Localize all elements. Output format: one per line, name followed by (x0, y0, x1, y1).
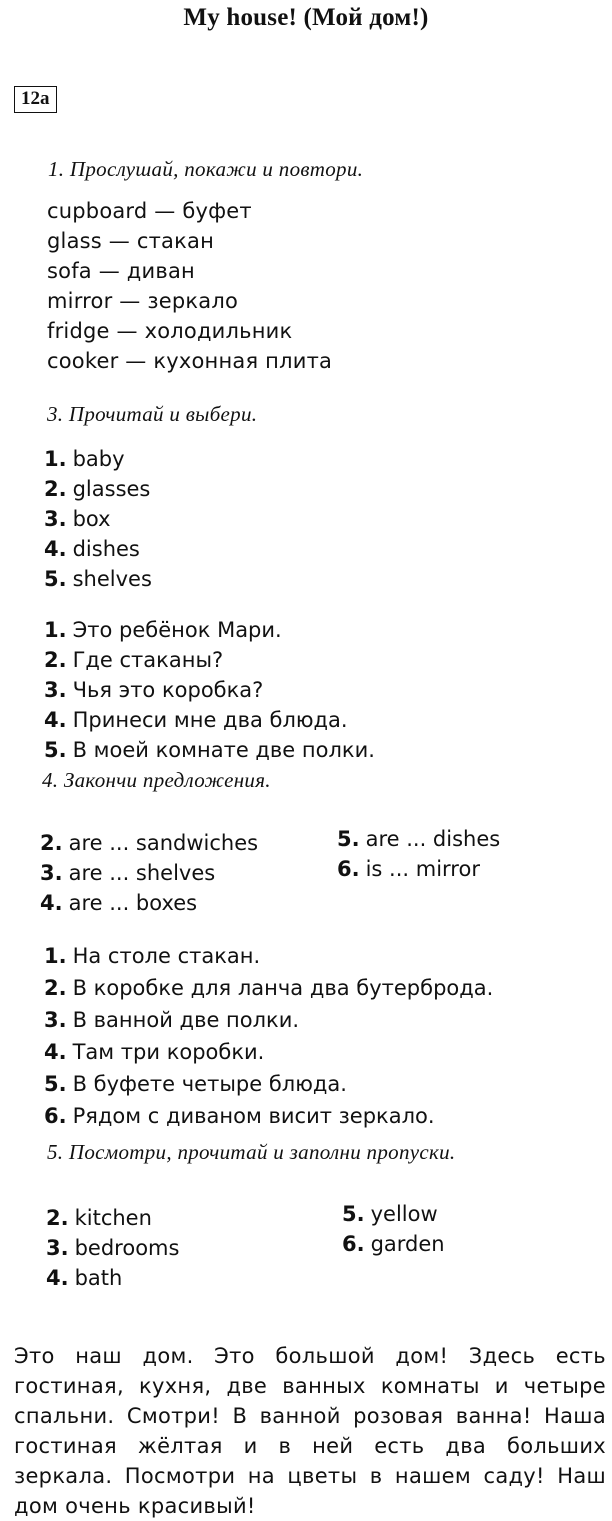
item-number: 4. (40, 891, 63, 915)
answer-item (44, 534, 152, 564)
translation-item (44, 1004, 493, 1036)
item-number: 3. (46, 1236, 69, 1260)
item-number: 5. (44, 1072, 67, 1096)
vocabulary-list (47, 196, 332, 376)
item-text: bedrooms (74, 1236, 180, 1260)
item-text: Это ребёнок Мари. (72, 618, 282, 642)
item-text: is ... mirror (365, 857, 480, 881)
item-number: 6. (44, 1104, 67, 1128)
item-number: 5. (44, 567, 67, 591)
item-text: shelves (72, 567, 152, 591)
translation-item (44, 1068, 493, 1100)
exercise-3-translations (44, 615, 375, 765)
item-text: Рядом с диваном висит зеркало. (72, 1104, 435, 1128)
translation-item (44, 1036, 493, 1068)
item-number: 1. (44, 618, 67, 642)
translation-item (44, 675, 375, 705)
item-number: 3. (40, 861, 63, 885)
exercise-5-heading: 5. Посмотри, прочитай и заполни пропуски. (47, 1140, 456, 1164)
item-number: 4. (44, 1040, 67, 1064)
item-text: В ванной две полки. (72, 1008, 300, 1032)
exercise-1-heading: 1. Прослушай, покажи и повтори. (48, 157, 364, 181)
answer-item (40, 888, 258, 918)
vocabulary-item: cupboard — буфет (47, 199, 252, 223)
item-number: 4. (44, 537, 67, 561)
exercise-5-answers-left (46, 1203, 179, 1293)
exercise-4-answers-right (337, 824, 500, 884)
answer-item (44, 564, 152, 594)
item-number: 1. (44, 447, 67, 471)
item-number: 6. (342, 1232, 365, 1256)
item-number: 4. (44, 708, 67, 732)
page-title: My house! (Мой дом!) (183, 4, 429, 31)
item-number: 3. (44, 1008, 67, 1032)
answer-item (337, 854, 500, 884)
answer-item (46, 1233, 179, 1263)
item-number: 5. (44, 738, 67, 762)
item-text: kitchen (74, 1206, 152, 1230)
answer-item (40, 828, 258, 858)
answer-item (46, 1263, 179, 1293)
exercise-4-answers-left (40, 828, 258, 918)
item-number: 2. (44, 648, 67, 672)
answer-item (342, 1199, 445, 1229)
item-text: dishes (72, 537, 140, 561)
vocabulary-item: glass — стакан (47, 229, 214, 253)
item-text: yellow (370, 1202, 438, 1226)
item-number: 5. (337, 827, 360, 851)
item-number: 3. (44, 678, 67, 702)
answer-item (342, 1229, 445, 1259)
item-text: are ... dishes (365, 827, 501, 851)
translation-item (44, 940, 493, 972)
answer-item (46, 1203, 179, 1233)
item-text: baby (72, 447, 125, 471)
item-number: 4. (46, 1266, 69, 1290)
vocabulary-item: cooker — кухонная плита (47, 349, 333, 373)
translation-item (44, 705, 375, 735)
exercise-3-heading: 3. Прочитай и выбери. (47, 402, 258, 426)
item-text: Принеси мне два блюда. (72, 708, 348, 732)
item-text: В буфете четыре блюда. (72, 1072, 347, 1096)
item-text: bath (74, 1266, 123, 1290)
item-text: are ... sandwiches (68, 831, 259, 855)
item-number: 2. (46, 1206, 69, 1230)
item-number: 2. (40, 831, 63, 855)
item-number: 5. (342, 1202, 365, 1226)
exercise-3-answers (44, 444, 152, 594)
exercise-4-translations (44, 940, 493, 1132)
answer-item (337, 824, 500, 854)
translation-item (44, 645, 375, 675)
item-number: 6. (337, 857, 360, 881)
unit-badge: 12a (14, 86, 57, 113)
translation-item (44, 1100, 493, 1132)
item-text: Где стаканы? (72, 648, 224, 672)
item-text: glasses (72, 477, 151, 501)
item-text: Чья это коробка? (72, 678, 264, 702)
answer-item (44, 444, 152, 474)
item-text: box (72, 507, 111, 531)
item-text: Там три коробки. (72, 1040, 265, 1064)
translation-item (44, 615, 375, 645)
item-text: garden (370, 1232, 445, 1256)
vocabulary-item: fridge — холодильник (47, 319, 293, 343)
answer-item (40, 858, 258, 888)
item-number: 3. (44, 507, 67, 531)
item-text: are ... shelves (68, 861, 216, 885)
vocabulary-item: sofa — диван (47, 259, 195, 283)
item-number: 2. (44, 976, 67, 1000)
answer-item (44, 504, 152, 534)
item-number: 2. (44, 477, 67, 501)
item-text: В коробке для ланча два бутерброда. (72, 976, 494, 1000)
item-number: 1. (44, 944, 67, 968)
answer-item (44, 474, 152, 504)
exercise-4-heading: 4. Закончи предложения. (42, 768, 271, 792)
translation-item (44, 972, 493, 1004)
item-text: are ... boxes (68, 891, 198, 915)
item-text: В моей комнате две полки. (72, 738, 375, 762)
answer-paragraph: Это наш дом. Это большой дом! Здесь есть гостиная, кухня, две ванных комнаты и четыре спальни. Смотри! В ванной розовая ванна! Наша гостиная жёлтая и в ней есть два больших зеркала. Посмотри на цветы в нашем саду! Наш дом очень красивый! (14, 1344, 606, 1518)
item-text: На столе стакан. (72, 944, 261, 968)
vocabulary-item: mirror — зеркало (47, 289, 239, 313)
exercise-5-answers-right (342, 1199, 445, 1259)
translation-item (44, 735, 375, 765)
